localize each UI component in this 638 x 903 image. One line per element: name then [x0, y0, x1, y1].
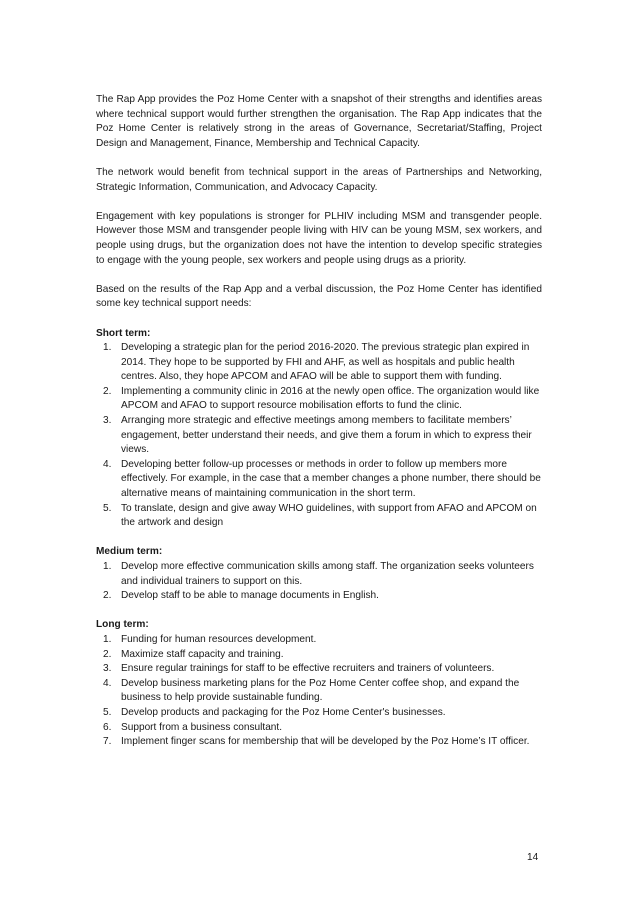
long-term-list	[96, 633, 542, 750]
list-item-number: 3.	[103, 663, 112, 675]
list-item	[96, 721, 542, 736]
list-item-number: 2.	[103, 648, 112, 660]
list-item-number: 4.	[103, 458, 112, 470]
list-item-number: 5.	[103, 502, 112, 514]
list-item	[96, 341, 542, 385]
list-item-text: Implementing a community clinic in 2016 at the newly open office. The organization would like APCOM and AFAO to support resource mobilisation efforts to fund the clinic.	[121, 385, 540, 412]
list-item-text: Support from a business consultant.	[121, 721, 283, 733]
page-number: 14	[527, 852, 539, 863]
list-item-text: Develop staff to be able to manage documents in English.	[121, 590, 379, 602]
list-item-number: 2.	[103, 590, 112, 602]
list-item-text: To translate, design and give away WHO guidelines, with support from AFAO and APCOM on the artwork and design	[121, 502, 537, 529]
paragraph-network-support: The network would benefit from technical support in the areas of Partnerships and Networking, Strategic Information, Communication, and Advocacy Capacity.	[96, 166, 542, 193]
list-item-number: 7.	[103, 736, 112, 748]
list-item-number: 6.	[103, 721, 112, 733]
list-item-text: Implement finger scans for membership that will be developed by the Poz Home’s IT officer.	[121, 736, 530, 748]
list-item	[96, 589, 542, 604]
list-item-number: 4.	[103, 677, 112, 689]
paragraph-support-needs-intro: Based on the results of the Rap App and a verbal discussion, the Poz Home Center has identified some key technical support needs:	[96, 283, 542, 310]
list-item-text: Develop business marketing plans for the Poz Home Center coffee shop, and expand the business to help provide sustainable funding.	[121, 677, 520, 704]
list-item-text: Develop products and packaging for the Poz Home Center's businesses.	[121, 706, 446, 718]
list-item-text: Developing better follow-up processes or methods in order to follow up members more effectively. For example, in the case that a member changes a phone number, there should be alternative means of maintaining communication in the short term.	[121, 458, 541, 500]
list-item-number: 2.	[103, 385, 112, 397]
medium-term-list	[96, 560, 542, 604]
short-term-list	[96, 341, 542, 531]
list-item	[96, 662, 542, 677]
list-item	[96, 560, 542, 589]
list-item-number: 1.	[103, 561, 112, 572]
list-item-text: Develop more effective communication skills among staff. The organization seeks volunteers and individual trainers to support on this.	[121, 561, 534, 587]
list-item-number: 1.	[103, 633, 112, 645]
list-item	[96, 735, 542, 750]
list-item-number: 5.	[103, 706, 112, 718]
section-heading-short-term: Short term:	[96, 327, 151, 339]
list-item-number: 3.	[103, 415, 112, 427]
list-item	[96, 633, 542, 648]
paragraph-key-populations: Engagement with key populations is stronger for PLHIV including MSM and transgender people. However those MSM and transgender people living with HIV can be young MSM, sex workers, and people using drugs, but the organization does not have the intention to develop specific strategies to engage with the young people, sex workers and people using drugs as a priority.	[96, 210, 542, 266]
list-item	[96, 706, 542, 721]
page-body	[96, 93, 542, 764]
list-item-text: Arranging more strategic and effective meetings among members to facilitate members’ engagement, better understand their needs, and give them a forum in which to express their views.	[121, 415, 532, 456]
list-item	[96, 458, 542, 502]
list-item-text: Maximize staff capacity and training.	[121, 648, 284, 660]
list-item-number: 1.	[103, 342, 112, 354]
list-item-text: Ensure regular trainings for staff to be effective recruiters and trainers of volunteers.	[121, 663, 495, 675]
list-item	[96, 385, 542, 414]
list-item	[96, 648, 542, 663]
section-heading-long-term: Long term:	[96, 619, 149, 631]
list-item-text: Developing a strategic plan for the period 2016-2020. The previous strategic plan expired in 2014. They hope to be supported by FHI and AHF, as well as hospitals and public health centres. Also, they hope APCOM and AFAO will be able to support them with funding.	[121, 342, 530, 383]
list-item-text: Funding for human resources development.	[121, 633, 317, 645]
list-item	[96, 414, 542, 458]
list-item	[96, 502, 542, 531]
list-item	[96, 677, 542, 706]
section-heading-medium-term: Medium term:	[96, 546, 163, 558]
paragraph-rap-app-overview: The Rap App provides the Poz Home Center with a snapshot of their strengths and identifies areas where technical support would further strengthen the organisation. The Rap App indicates that the Poz Home Center is relatively strong in the areas of Governance, Secretariat/Staffing, Project Design and Management, Finance, Membership and Technical Capacity.	[96, 94, 542, 149]
